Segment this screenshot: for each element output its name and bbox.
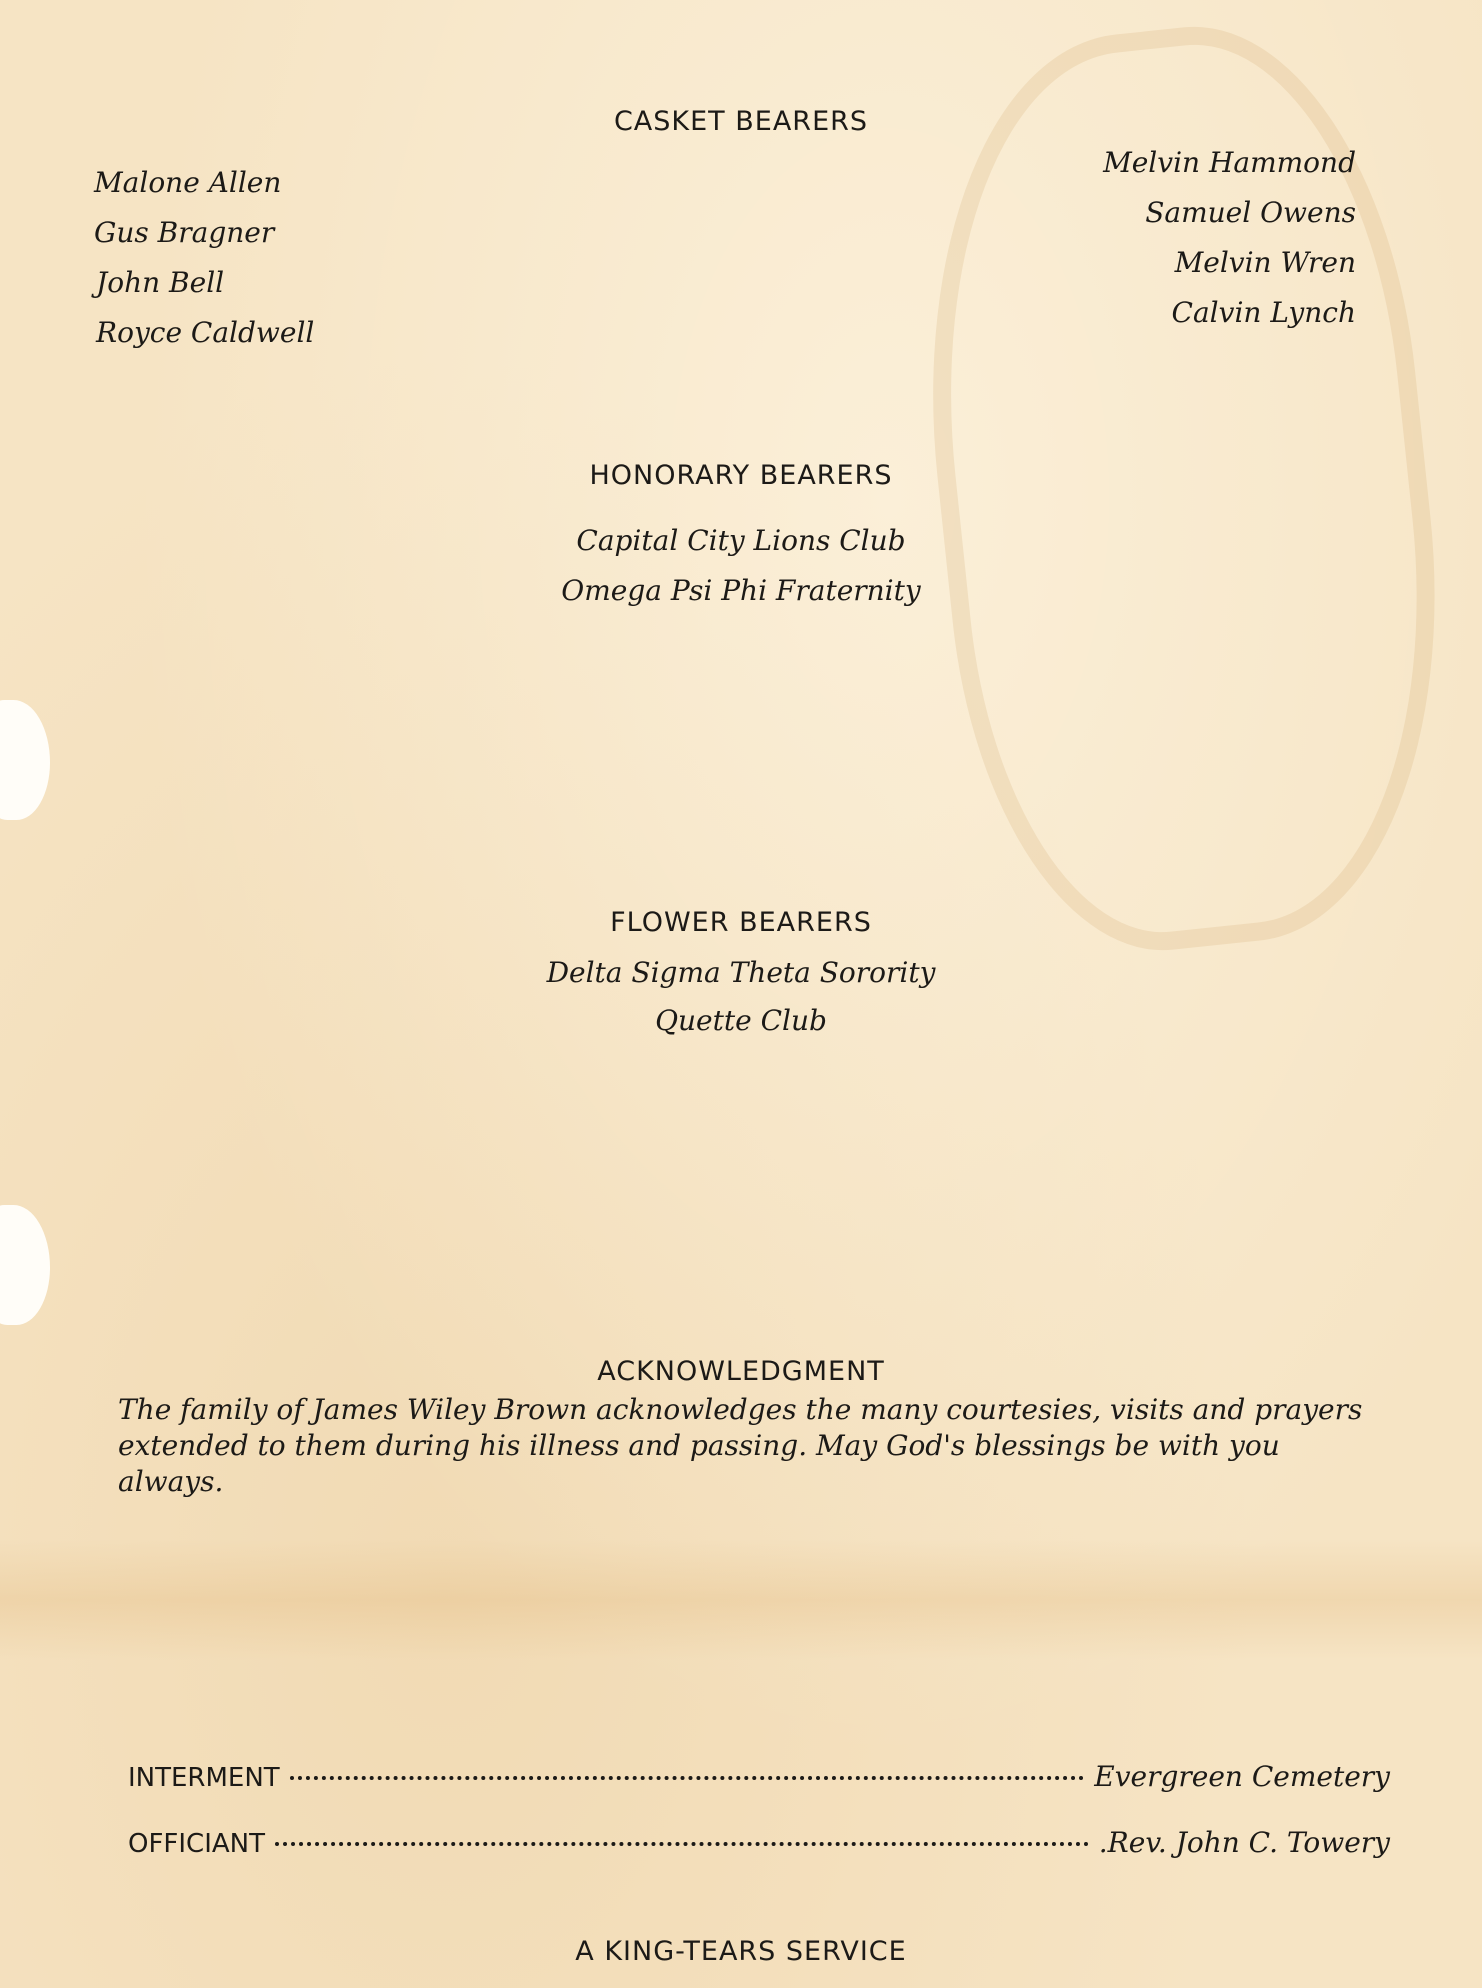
punch-hole-lower: [0, 1205, 50, 1325]
officiant-label: OFFICIANT: [128, 1829, 265, 1859]
bearer-name: Samuel Owens: [1145, 196, 1356, 229]
dot-leader: [275, 1842, 1089, 1846]
interment-row: [128, 1760, 1390, 1793]
bearer-name: Royce Caldwell: [96, 316, 315, 349]
officiant-value: .Rev. John C. Towery: [1098, 1826, 1390, 1859]
bearer-name: Gus Bragner: [94, 216, 275, 249]
officiant-row: [128, 1826, 1390, 1859]
flower-bearer-item: Delta Sigma Theta Sorority: [546, 956, 936, 989]
bearer-name: Malone Allen: [94, 166, 282, 199]
bearer-name: Melvin Hammond: [1103, 146, 1356, 179]
bearer-name: John Bell: [96, 266, 225, 299]
casket-bearers-heading: CASKET BEARERS: [613, 106, 869, 137]
water-stain-band: [0, 1540, 1482, 1660]
acknowledgment-text: The family of James Wiley Brown acknowledges the many courtesies, visits and prayers extended to them during his illness and passing. May God's blessings be with you always.: [118, 1393, 1363, 1498]
flower-bearer-item: Quette Club: [655, 1004, 827, 1037]
punch-hole-upper: [0, 700, 50, 820]
acknowledgment-heading: ACKNOWLEDGMENT: [597, 1356, 885, 1387]
interment-label: INTERMENT: [128, 1763, 280, 1793]
honorary-bearer-item: Omega Psi Phi Fraternity: [561, 574, 921, 607]
flower-bearers-heading: FLOWER BEARERS: [610, 907, 872, 938]
bearer-name: Calvin Lynch: [1171, 296, 1356, 329]
footer-service: A KING-TEARS SERVICE: [575, 1936, 907, 1967]
dot-leader: [290, 1776, 1085, 1780]
bearer-name: Melvin Wren: [1174, 246, 1356, 279]
honorary-bearer-item: Capital City Lions Club: [576, 524, 906, 557]
interment-value: Evergreen Cemetery: [1094, 1760, 1390, 1793]
honorary-bearers-heading: HONORARY BEARERS: [589, 460, 893, 491]
